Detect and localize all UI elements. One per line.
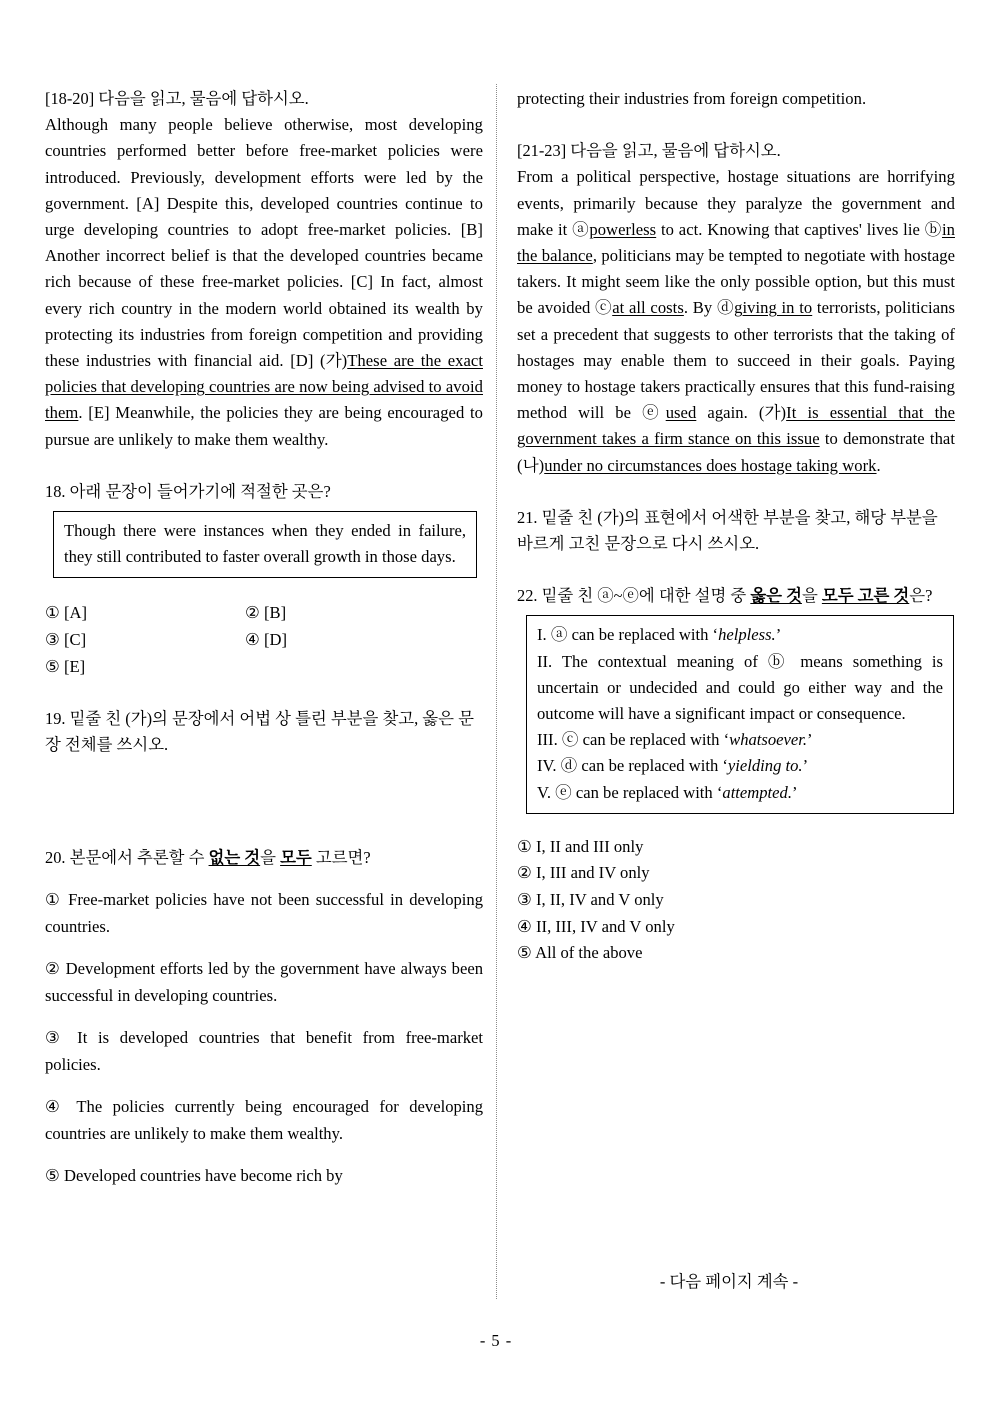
statement-label: IV.	[537, 756, 561, 776]
statement-text: The contextual meaning of	[561, 651, 768, 671]
q20-emphasis-2: 모두	[280, 847, 312, 867]
passage-text-part1: Although many people believe otherwise, most developing countries performed better before free-market policies were introduced. Previously, development efforts were led by the government. [A] Despite this, developed countries continue to urge developing countries to adopt free-market policies. [B] Another incorrect belief is that the developed countries became rich because of these free-market policies. [C] In fact, almost every rich country in the modern world obtained its wealth by protecting its industries from foreign competition and providing these industries with financial aid. [D]	[45, 115, 483, 371]
page-number: - 5 -	[479, 1331, 513, 1350]
choice-1[interactable]: ① [A]	[45, 603, 88, 623]
q20-prefix: 20. 본문에서 추론할 수	[45, 847, 209, 867]
spacer	[517, 479, 955, 505]
choice-1[interactable]: ① I, II and III only	[517, 836, 644, 856]
spacer	[517, 557, 955, 583]
marker-ga-right: (가)	[758, 403, 787, 423]
statement-I	[537, 622, 943, 648]
underlined-sentence-ga: These are the exact policies that developing countries are now being advised to avoid them	[45, 351, 483, 423]
choice-4[interactable]: ④ [D]	[245, 630, 288, 650]
marker-na: (나)	[517, 455, 545, 475]
passage-18-20-header: [18-20] 다음을 읽고, 물음에 답하시오.	[45, 89, 309, 108]
q22-emphasis-1: 옳은 것	[750, 586, 802, 606]
question-20-choice-3[interactable]: ③ It is developed countries that benefit from free-market policies.	[45, 1028, 483, 1074]
p2-seg-6: again.	[696, 403, 759, 423]
marker-ga: (가)	[320, 351, 348, 371]
statement-text: can be replaced with ‘	[577, 756, 728, 776]
question-19-prompt: 19. 밑줄 친 (가)의 문장에서 어법 상 틀린 부분을 찾고, 옳은 문장 전체를 쓰시오.	[45, 709, 474, 755]
choice-3[interactable]: ③ [C]	[45, 630, 87, 650]
question-22-statement-box	[526, 615, 954, 813]
statement-label: I.	[537, 625, 551, 645]
circled-mark: ⓓ	[560, 756, 578, 776]
statement-text: can be replaced with ‘	[578, 730, 730, 750]
choice-4[interactable]: ④ II, III, IV and V only	[517, 916, 675, 936]
q20-mid: 을	[260, 847, 281, 867]
statement-italic: yielding to.	[727, 756, 803, 776]
question-18-boxed-sentence: Though there were instances when they ended in failure, they still contributed to faster overall growth in those days.	[53, 511, 477, 578]
p2-seg-2: to act. Knowing that captives' lives lie	[656, 219, 925, 239]
underlined-sentence-na: under no circumstances does hostage taking work	[544, 455, 877, 475]
left-column	[45, 86, 483, 1286]
passage-21-23-body	[517, 164, 955, 478]
p2-seg-5: terrorists, politicians set a precedent that suggests to other terrorists that the taking of hostages may enable them to succeed in their goals. Paying money to hostage takers practically ensures that this fund-raising method will be	[517, 298, 955, 423]
q22-suffix: 은?	[909, 586, 933, 606]
statement-italic: attempted.	[722, 782, 792, 802]
answer-writing-space-19	[45, 759, 483, 845]
choice-5[interactable]: ⑤ [E]	[45, 656, 86, 676]
spacer	[517, 112, 955, 138]
question-20-prompt	[45, 845, 483, 871]
statement-text-end: ’	[807, 730, 813, 750]
choice-2[interactable]: ② [B]	[245, 603, 287, 623]
statement-text: can be replaced with ‘	[571, 782, 723, 802]
statement-text-end: ’	[775, 625, 782, 645]
statement-text-end: means something is uncertain or undecided and could go either way and the outcome will have a significant impact or consequence.	[537, 651, 943, 724]
circled-mark: ⓔ	[555, 782, 572, 802]
question-18-prompt: 18. 아래 문장이 들어가기에 적절한 곳은?	[45, 481, 331, 501]
circled-mark-e: ⓔ	[642, 403, 666, 423]
statement-label: II.	[537, 651, 562, 671]
q22-prefix: 22. 밑줄 친 ⓐ~ⓔ에 대한 설명 중	[517, 586, 751, 606]
statement-italic: whatsoever.	[729, 730, 808, 750]
statement-text: can be replaced with ‘	[567, 625, 719, 645]
passage-continuation: protecting their industries from foreign competition.	[517, 89, 867, 108]
passage-text-part2: . [E] Meanwhile, the policies they are being encouraged to pursue are unlikely to make them wealthy.	[45, 403, 483, 449]
statement-II	[537, 649, 943, 728]
circled-mark-b: ⓑ	[924, 219, 942, 239]
statement-III	[537, 727, 943, 753]
statement-text-end: ’	[802, 756, 809, 776]
circled-mark-c: ⓒ	[595, 298, 613, 318]
underlined-phrase-a: powerless	[589, 219, 657, 239]
underlined-sentence-ga-right: It is essential that the government takes a firm stance on this issue	[517, 403, 955, 449]
question-20-choice-2[interactable]: ② Development efforts led by the government have always been successful in developing countries.	[45, 959, 483, 1005]
circled-mark: ⓐ	[550, 625, 568, 645]
underlined-phrase-e: used	[665, 403, 697, 423]
passage-18-20-body	[45, 112, 483, 453]
p2-seg-8: .	[876, 455, 881, 475]
underlined-phrase-c: at all costs	[612, 298, 684, 318]
q20-suffix: 고르면?	[311, 847, 371, 867]
spacer	[45, 680, 483, 706]
q22-emphasis-2: 모두 고른 것	[821, 586, 910, 606]
question-18-choices	[45, 600, 483, 680]
p2-seg-1: From a political perspective, hostage situations are horrifying events, primarily because they paralyze the government and make it	[517, 167, 955, 239]
question-21-prompt: 21. 밑줄 친 (가)의 표현에서 어색한 부분을 찾고, 해당 부분을 바르게 고친 문장으로 다시 쓰시오.	[517, 507, 938, 554]
choice-3[interactable]: ③ I, II, IV and V only	[517, 890, 664, 910]
p2-seg-3: , politicians may be tempted to negotiate with hostage takers. It might seem like the only possible option, but this must be avoided	[517, 246, 955, 318]
question-22-prompt	[517, 583, 955, 609]
statement-IV	[537, 753, 943, 779]
q22-mid: 을	[801, 586, 822, 606]
two-column-body	[45, 86, 955, 1286]
circled-mark: ⓑ	[767, 651, 791, 671]
circled-mark: ⓒ	[561, 730, 579, 750]
circled-mark-a: ⓐ	[572, 219, 590, 239]
q20-emphasis-1: 없는 것	[208, 847, 261, 867]
statement-text-end: ’	[791, 782, 798, 802]
p2-seg-4: . By	[683, 298, 717, 318]
statement-V	[537, 780, 943, 806]
choice-2[interactable]: ② I, III and IV only	[517, 863, 650, 883]
p2-seg-7: to demonstrate that	[819, 429, 955, 449]
question-22-choices	[517, 834, 955, 967]
underlined-phrase-b: in the balance	[517, 219, 955, 266]
question-20-choice-5[interactable]: ⑤ Developed countries have become rich by	[45, 1166, 343, 1186]
continue-note: - 다음 페이지 계속 -	[659, 1272, 799, 1291]
spacer	[45, 453, 483, 479]
right-column	[517, 86, 955, 1286]
statement-label: III.	[537, 730, 562, 750]
passage-21-23-header: [21-23] 다음을 읽고, 물음에 답하시오.	[517, 141, 781, 161]
circled-mark-d: ⓓ	[716, 298, 735, 318]
statement-label: V.	[537, 782, 556, 802]
statement-italic: helpless.	[718, 625, 776, 645]
choice-5[interactable]: ⑤ All of the above	[517, 943, 643, 963]
underlined-phrase-d: giving in to	[734, 298, 813, 318]
question-20-choice-4[interactable]: ④ The policies currently being encouraged for developing countries are unlikely to make them wealthy.	[45, 1097, 483, 1143]
question-20-choice-1[interactable]: ① Free-market policies have not been successful in developing countries.	[45, 890, 483, 936]
